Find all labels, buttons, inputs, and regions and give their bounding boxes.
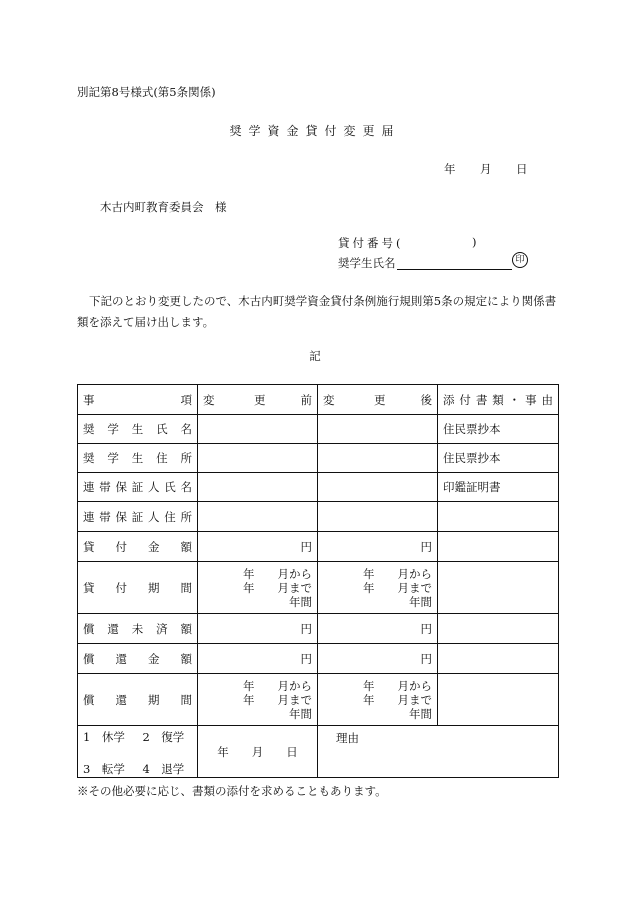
date-month: 月 — [480, 162, 492, 176]
loan-number-label: 貸付番号( — [338, 236, 404, 250]
status-options-line-2 — [83, 762, 192, 776]
student-name-label: 奨学生氏名 — [338, 256, 396, 270]
header-after: 変 更 後 — [318, 385, 438, 415]
loan-number-field — [338, 235, 404, 251]
table-row — [78, 532, 559, 562]
doc-cell[interactable] — [438, 644, 559, 674]
after-cell[interactable] — [318, 444, 438, 473]
before-period[interactable]: 年 月から 年 月まで 年間 — [198, 562, 318, 614]
before-cell[interactable] — [198, 473, 318, 502]
after-period[interactable]: 年 月から 年 月まで 年間 — [318, 562, 438, 614]
doc-cell: 住民票抄本 — [438, 444, 559, 473]
header-item: 事 項 — [78, 385, 198, 415]
table-row — [78, 562, 559, 614]
table-row — [78, 674, 559, 726]
after-amount[interactable]: 円 — [318, 532, 438, 562]
after-amount[interactable]: 円 — [318, 614, 438, 644]
row-label: 償還未済額 — [78, 614, 198, 644]
before-amount[interactable]: 円 — [198, 532, 318, 562]
row-label: 連帯保証人氏名 — [78, 473, 198, 502]
row-label: 貸付期間 — [78, 562, 198, 614]
before-cell[interactable] — [198, 502, 318, 532]
status-option-withdraw[interactable]: 4 退学 — [142, 762, 185, 776]
table-row — [78, 473, 559, 502]
row-label: 奨学生氏名 — [78, 415, 198, 444]
table-header-row — [78, 385, 559, 415]
before-cell[interactable] — [198, 415, 318, 444]
date-day: 日 — [516, 162, 528, 176]
header-docs: 添付書類・事由 — [438, 385, 559, 415]
row-label: 償還金額 — [78, 644, 198, 674]
row-label: 奨学生住所 — [78, 444, 198, 473]
header-before: 変 更 前 — [198, 385, 318, 415]
table-row — [78, 502, 559, 532]
after-amount[interactable]: 円 — [318, 644, 438, 674]
status-options — [78, 726, 198, 778]
body-paragraph: 下記のとおり変更したので、木古内町奨学資金貸付条例施行規則第5条の規定により関係書類を添えて届け出します。 — [77, 294, 557, 329]
table-row — [78, 644, 559, 674]
footer-note: ※その他必要に応じ、書類の添付を求めることもあります。 — [77, 784, 387, 798]
before-period[interactable]: 年 月から 年 月まで 年間 — [198, 674, 318, 726]
doc-cell[interactable] — [438, 502, 559, 532]
after-cell[interactable] — [318, 473, 438, 502]
document-title: 奨学資金貸付変更届 — [229, 124, 401, 138]
doc-cell: 住民票抄本 — [438, 415, 559, 444]
table-row — [78, 614, 559, 644]
status-option-return[interactable]: 2 復学 — [142, 730, 185, 744]
addressee: 木古内町教育委員会 様 — [100, 200, 227, 214]
status-options-line-1 — [83, 730, 192, 744]
form-number-label: 別記第8号様式(第5条関係) — [77, 85, 216, 99]
after-cell[interactable] — [318, 502, 438, 532]
row-label: 貸付金額 — [78, 532, 198, 562]
row-label: 償還期間 — [78, 674, 198, 726]
change-table — [77, 384, 559, 778]
date-year: 年 — [444, 162, 456, 176]
doc-cell[interactable] — [438, 532, 559, 562]
seal-mark: 印 — [512, 252, 528, 268]
status-row — [78, 726, 559, 778]
after-period[interactable]: 年 月から 年 月まで 年間 — [318, 674, 438, 726]
status-reason[interactable]: 理由 — [318, 726, 559, 778]
doc-cell[interactable] — [438, 614, 559, 644]
loan-number-close: ) — [472, 235, 477, 249]
doc-cell[interactable] — [438, 562, 559, 614]
row-label: 連帯保証人住所 — [78, 502, 198, 532]
before-cell[interactable] — [198, 444, 318, 473]
after-cell[interactable] — [318, 415, 438, 444]
doc-cell: 印鑑証明書 — [438, 473, 559, 502]
before-amount[interactable]: 円 — [198, 644, 318, 674]
doc-cell[interactable] — [438, 674, 559, 726]
status-option-transfer[interactable]: 3 転学 — [83, 762, 125, 776]
status-date[interactable]: 年 月 日 — [198, 726, 318, 778]
student-name-line — [397, 269, 512, 270]
before-amount[interactable]: 円 — [198, 614, 318, 644]
table-row — [78, 444, 559, 473]
status-option-leave[interactable]: 1 休学 — [83, 730, 125, 744]
ki-heading: 記 — [309, 349, 321, 363]
table-row — [78, 415, 559, 444]
